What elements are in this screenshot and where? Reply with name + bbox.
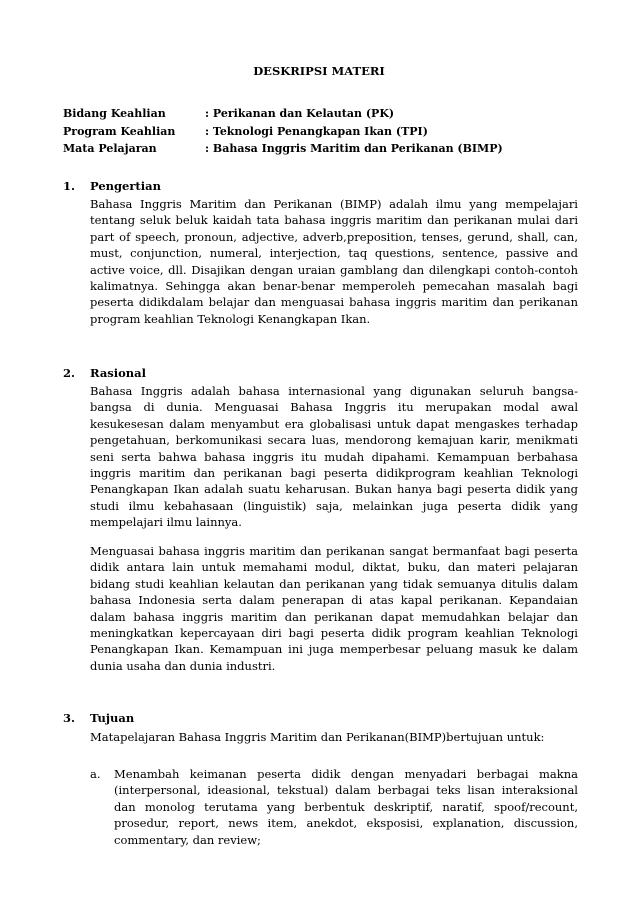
meta-value: : Teknologi Penangkapan Ikan (TPI) <box>205 124 428 138</box>
list-item <box>90 766 578 848</box>
section-heading-tujuan <box>63 711 134 725</box>
section-title: Tujuan <box>90 711 135 725</box>
meta-value: : Bahasa Inggris Maritim dan Perikanan (BIMP) <box>205 142 503 155</box>
meta-label: Mata Pelajaran <box>63 142 157 155</box>
section-heading-rasional <box>63 366 146 380</box>
section-heading-pengertian <box>63 179 161 193</box>
section-number: 2. <box>63 366 76 380</box>
tujuan-list <box>90 766 578 848</box>
meta-row-program <box>63 125 503 143</box>
list-marker: a. <box>90 767 101 781</box>
paragraph-rasional-1: Bahasa Inggris adalah bahasa internasional yang digunakan seluruh bangsa-bangsa di dunia. Menguasai Bahasa Inggris itu merupakan modal awal kesukesesan dalam menyambut era globalisasi untuk dapat mengaskes terhadap pengetahuan, berkomunikasi secara luas, mendorong kemajuan karir, menikmati seni serta bahwa bahasa inggris itu mudah dipahami. Kemampuan berbahasa inggris maritim dan perikanan bagi peserta didikprogram keahlian Teknologi Penangkapan Ikan adalah suatu keharusan. Bukan hanya bagi peserta didik yang studi ilmu kebahasaan (linguistik) saja, melainkan juga peserta didik yang mempelajari ilmu lainnya. <box>90 384 578 530</box>
section-title: Pengertian <box>90 179 161 193</box>
section-number: 1. <box>63 179 76 193</box>
meta-row-mapel <box>63 142 503 160</box>
meta-label: Bidang Keahlian <box>63 107 166 120</box>
meta-value: : Perikanan dan Kelautan (PK) <box>205 107 395 120</box>
paragraph-pengertian: Bahasa Inggris Maritim dan Perikanan (BIMP) adalah ilmu yang mempelajari tentang seluk beluk kaidah tata bahasa inggris maritim dan perikanan mulai dari part of speech, pronoun, adjective, adverb,preposition, tenses, gerund, shall, can, must, conjunction, numeral, interjection, taq questions, sentence, passive and active voice, dll. Disajikan dengan uraian gamblang dan dilengkapi contoh-contoh kalimatnya. Sehingga akan benar-benar memperoleh pemecahan masalah bagi peserta didikdalam belajar dan menguasai bahasa inggris maritim dan perikanan program keahlian Teknologi Kenangkapan Ikan. <box>90 197 578 326</box>
section-title: Rasional <box>90 366 146 380</box>
metadata-table <box>63 107 503 160</box>
paragraph-tujuan-intro: Matapelajaran Bahasa Inggris Maritim dan Perikanan(BIMP)bertujuan untuk: <box>90 730 545 744</box>
document-title: DESKRIPSI MATERI <box>253 64 385 78</box>
meta-row-bidang <box>63 107 503 125</box>
paragraph-rasional-2: Menguasai bahasa inggris maritim dan perikanan sangat bermanfaat bagi peserta didik antara lain untuk memahami modul, diktat, buku, dan materi pelajaran bidang studi keahlian kelautan dan perikanan yang tidak semuanya ditulis dalam bahasa Indonesia serta dalam penerapan di atas kapal perikanan. Kepandaian dalam bahasa inggris maritim dan perikanan dapat memudahkan belajar dan meningkatkan kepercayaan diri bagi peserta didik program keahlian Teknologi Penangkapan Ikan. Kemampuan ini juga memperbesar peluang masuk ke dalam dunia usaha dan dunia industri. <box>90 544 578 673</box>
section-number: 3. <box>63 711 76 725</box>
meta-label: Program Keahlian <box>63 124 176 138</box>
list-item-text: Menambah keimanan peserta didik dengan menyadari berbagai makna (interpersonal, ideasional, tekstual) dalam berbagai teks lisan interaksional dan monolog terutama yang berbentuk deskriptif, naratif, spoof/recount, prosedur, report, news item, anekdot, eksposisi, explanation, discussion, commentary, dan review; <box>114 767 578 847</box>
